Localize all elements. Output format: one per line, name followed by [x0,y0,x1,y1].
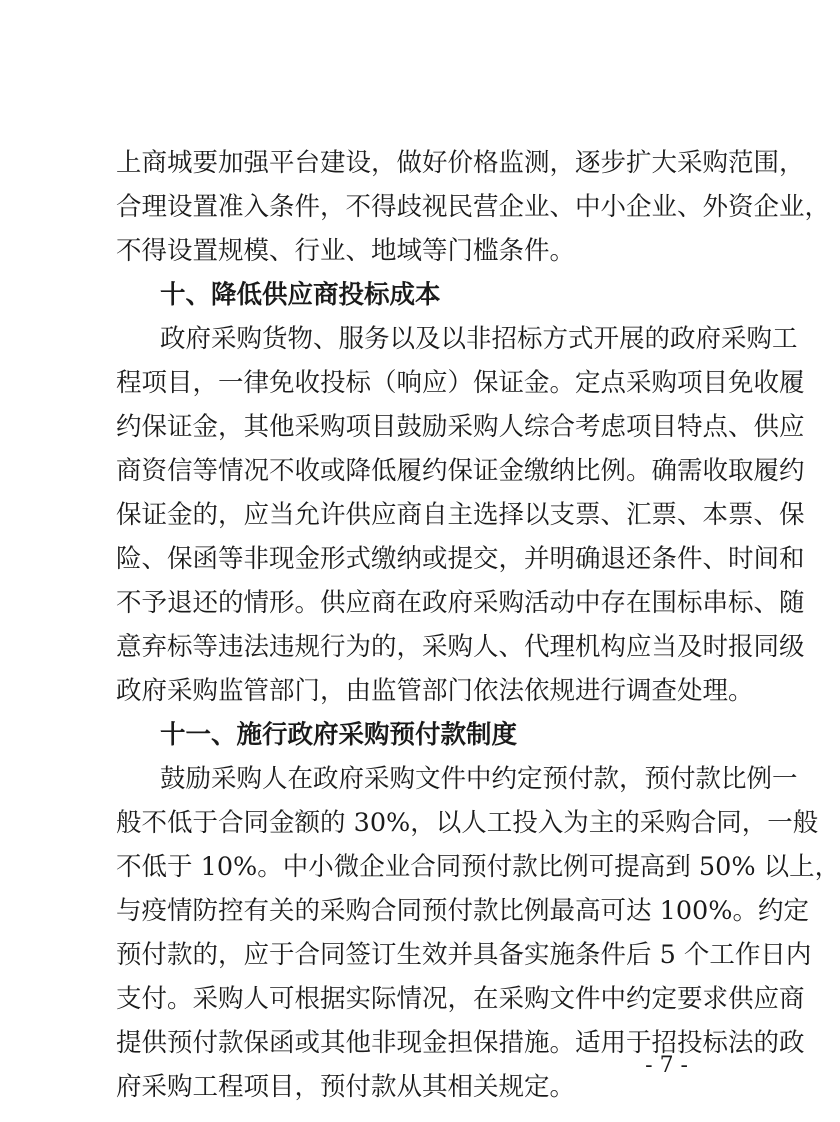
paragraph-line: 险、保函等非现金形式缴纳或提交，并明确退还条件、时间和 [116,544,805,574]
paragraph-line: 提供预付款保函或其他非现金担保措施。适用于招投标法的政 [116,1028,805,1058]
paragraph-line: 保证金的，应当允许供应商自主选择以支票、汇票、本票、保 [116,500,805,530]
paragraph-line: 不予退还的情形。供应商在政府采购活动中存在围标串标、随 [116,588,805,618]
document-body [116,141,840,1109]
paragraph-line: 府采购工程项目，预付款从其相关规定。 [116,1072,576,1102]
paragraph-line: 约保证金，其他采购项目鼓励采购人综合考虑项目特点、供应 [116,412,805,442]
paragraph-line: 政府采购监管部门，由监管部门依法依规进行调查处理。 [116,676,754,706]
paragraph-line: 商资信等情况不收或降低履约保证金缴纳比例。确需收取履约 [116,456,805,486]
paragraph-line: 不得设置规模、行业、地域等门槛条件。 [116,236,576,266]
paragraph-line: 政府采购货物、服务以及以非招标方式开展的政府采购工 [160,324,798,354]
paragraph-line: 合理设置准入条件，不得歧视民营企业、中小企业、外资企业， [116,192,831,222]
paragraph-line: 支付。采购人可根据实际情况，在采购文件中约定要求供应商 [116,984,805,1014]
page-number: - 7 - [645,1053,688,1078]
paragraph-line: 程项目，一律免收投标（响应）保证金。定点采购项目免收履 [116,368,805,398]
section-heading-10: 十、降低供应商投标成本 [160,280,441,310]
paragraph-line: 意弃标等违法违规行为的，采购人、代理机构应当及时报同级 [116,632,805,662]
paragraph-line: 与疫情防控有关的采购合同预付款比例最高可达 100%。约定 [116,896,810,926]
paragraph-line: 般不低于合同金额的 30%，以人工投入为主的采购合同，一般 [116,808,819,838]
section-heading-11: 十一、施行政府采购预付款制度 [160,720,518,750]
paragraph-line: 不低于 10%。中小微企业合同预付款比例可提高到 50% 以上， [116,852,840,882]
paragraph-line: 上商城要加强平台建设，做好价格监测，逐步扩大采购范围， [116,148,805,178]
paragraph-line: 鼓励采购人在政府采购文件中约定预付款，预付款比例一 [160,764,798,794]
paragraph-line: 预付款的，应于合同签订生效并具备实施条件后 5 个工作日内 [116,940,812,970]
